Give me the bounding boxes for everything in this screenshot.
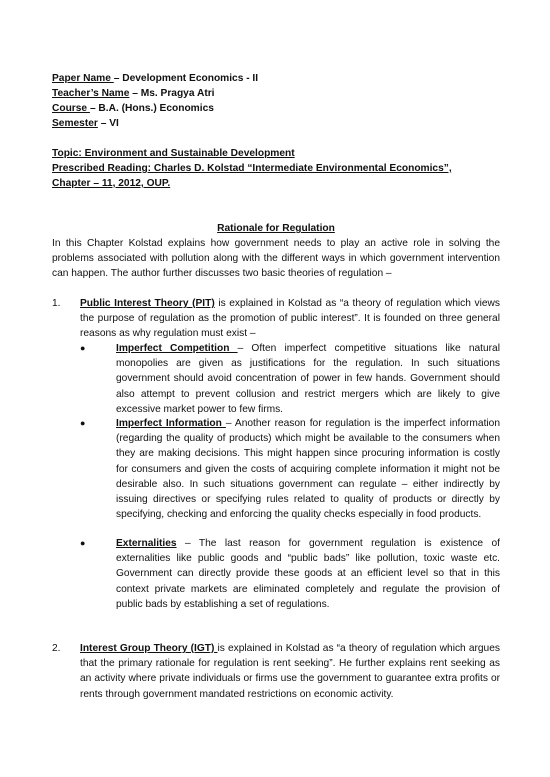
bullet-title: Imperfect Competition — [116, 343, 238, 354]
list-item-title: Public Interest Theory (PIT) — [80, 298, 215, 309]
topic-line: Topic: Environment and Sustainable Development — [52, 148, 295, 159]
intro-paragraph: In this Chapter Kolstad explains how government needs to play an active role in solving the problems associated with pollution along with the different ways in which government intervention can happen. The author further discusses two basic theories of regulation – — [52, 238, 500, 280]
bullet-body: – The last reason for government regulation is existence of externalities like public goods and “public bads” like pollution, toxic waste etc. Government can directly provide these goods at an efficient level so that in this context private markets are eliminated completely and regulate the provision of public bads by establishing a set of regulations. — [116, 538, 500, 610]
semester-key: Semester — [52, 118, 98, 129]
bullet-title: Externalities — [116, 538, 177, 549]
bullet-body: – Often imperfect competitive situations like natural monopolies are given as justifications for the regulation. In such situations government should avoid concentration of power in few hands. Government should also attempt to prevent collusion and restrict mergers which are likely to give excessive market power to few firms. — [116, 343, 500, 415]
bullet-text — [116, 416, 500, 522]
course-key: Course — [52, 103, 90, 114]
bullet-dot-icon: ● — [80, 538, 86, 548]
teacher-name-value: – Ms. Pragya Atri — [129, 88, 215, 99]
semester-line — [52, 116, 119, 131]
paper-name-line — [52, 71, 258, 86]
bullet-text — [116, 536, 500, 612]
list-item-igt — [52, 641, 500, 711]
chapter-line: Chapter – 11, 2012, OUP. — [52, 178, 171, 189]
paper-name-key: Paper Name — [52, 73, 114, 84]
list-number: 2. — [52, 643, 61, 654]
list-item-title: Interest Group Theory (IGT) — [80, 643, 218, 654]
bullet-body: – Another reason for regulation is the imperfect information (regarding the quality of products) which might be available to the consumers when they are making decisions. This might happen since procuring information is costly for consumers and given the costs of acquiring complete information it might not be desirable also. In such situations government can regulate – either indirectly by issuing directives or specifying rules related to quality of products or directly by specifying, checking and enforcing the quality checks especially in food products. — [116, 418, 500, 521]
list-item-text — [80, 296, 500, 342]
bullet-title: Imperfect Information — [116, 418, 226, 429]
semester-value: – VI — [97, 118, 119, 129]
list-item-pit — [52, 296, 500, 346]
teacher-name-line — [52, 86, 215, 101]
list-item-text — [80, 641, 500, 702]
prescribed-reading-line: Prescribed Reading: Charles D. Kolstad “Intermediate Environmental Economics”, — [52, 163, 452, 174]
list-number: 1. — [52, 298, 61, 309]
bullet-dot-icon: ● — [80, 418, 86, 428]
paper-name-value: – Development Economics - II — [113, 73, 259, 84]
list-item-body: is explained in Kolstad as “a theory of regulation which views the purpose of regulation as the promotion of public interest”. It is founded on three general reasons as why regulation must exist – — [80, 298, 500, 340]
bullet-dot-icon: ● — [80, 343, 86, 353]
section-heading: Rationale for Regulation — [217, 223, 335, 234]
course-value: – B.A. (Hons.) Economics — [89, 103, 214, 114]
bullet-text — [116, 341, 500, 417]
list-item-body: is explained in Kolstad as “a theory of regulation which argues that the primary rationale for regulation is rent seeking”. He further explains rent seeking as an activity where private individuals or firms use the government to guarantee extra profits or rents through government mandated restrictions on economic activity. — [80, 643, 500, 700]
course-line — [52, 101, 214, 116]
teacher-name-key: Teacher’s Name — [52, 88, 130, 99]
